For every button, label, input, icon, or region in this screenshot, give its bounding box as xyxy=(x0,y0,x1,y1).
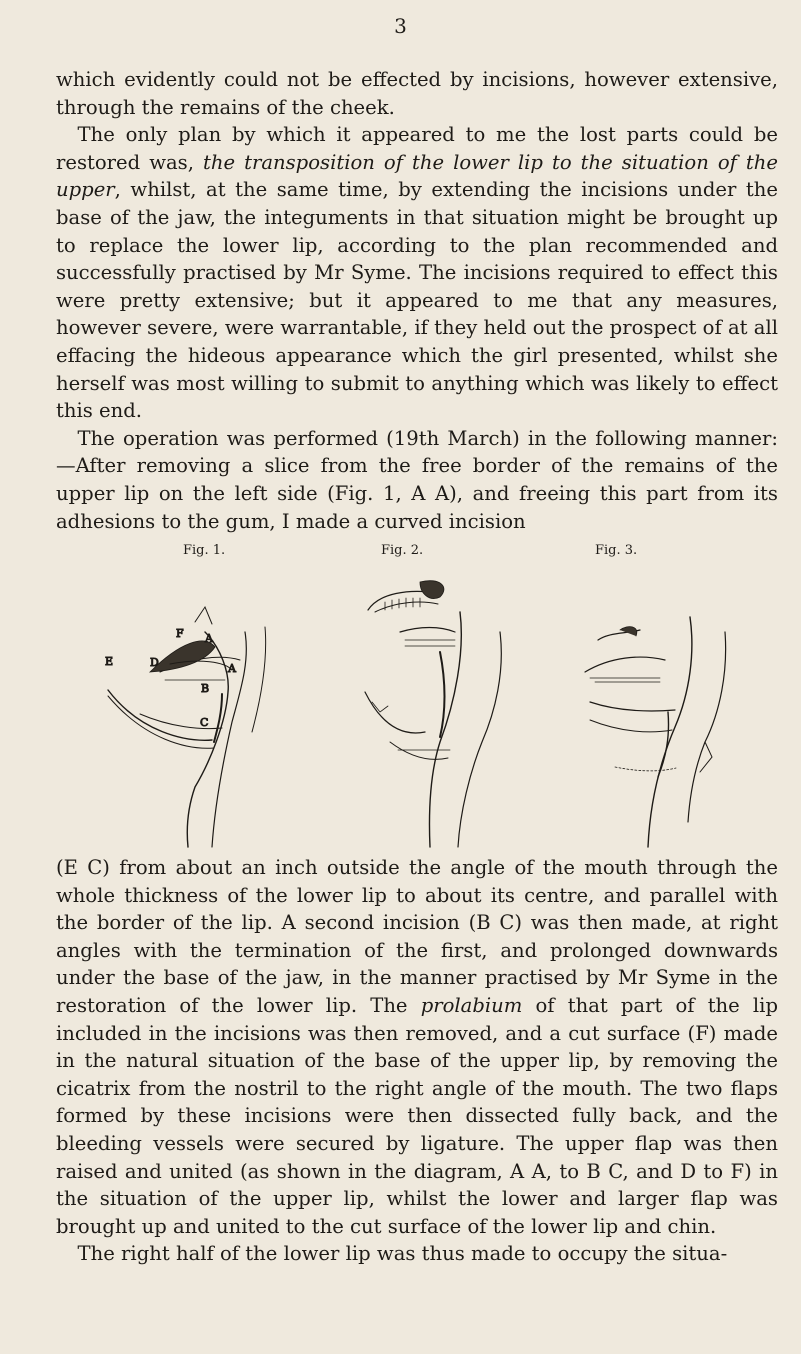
emphasis-prolabium: prolabium xyxy=(420,993,523,1017)
text-block-after-figures xyxy=(56,854,778,1268)
fig-1-letter-e: E xyxy=(105,655,114,668)
fig-1-label: Fig. 1. xyxy=(183,543,226,558)
paragraph-incisions xyxy=(56,854,778,1240)
fig-1-letter-a-lower: A xyxy=(228,662,236,675)
fig-3-label: Fig. 3. xyxy=(595,543,638,558)
fig-2-diagram xyxy=(365,581,501,847)
figures-illustration xyxy=(0,562,801,852)
fig-3-diagram xyxy=(585,617,726,847)
paragraph-operation: The operation was performed (19th March) in the following manner:—After removing a slice from the free border of the remains of the upper lip on the left side (Fig. 1, A A), and freeing this part from its adhesions to the gum, I made a curved incision xyxy=(56,426,778,533)
paragraph-plan-part: , whilst, at the same time, by extending the incisions under the base of the jaw, the integuments in that situation might be brought up to replace the lower lip, according to the plan recommended and successfully practised by Mr Syme. The incisions required to effect this were pretty extensive; but it appeared to me that any measures, however severe, were warrantable, if they held out the prospect of at all effacing the hideous appearance which the girl presented, whilst she herself was most willing to submit to anything which was likely to effect this end. xyxy=(56,178,778,423)
fig-1-letter-d: D xyxy=(150,656,159,669)
paragraph-right-half: The right half of the lower lip was thus made to occupy the situa- xyxy=(77,1242,728,1266)
fig-2-label: Fig. 2. xyxy=(381,543,424,558)
fig-1-letter-f: F xyxy=(176,627,184,640)
text-block-before-figures xyxy=(56,66,778,535)
paragraph-plan-part: The only plan by which it appeared to me the lost parts could be restored was, xyxy=(56,123,778,174)
page-number: 3 xyxy=(394,14,407,38)
paragraph-continuation: which evidently could not be effected by incisions, however extensive, through the remains of the cheek. xyxy=(56,68,778,119)
fig-1-letter-c: C xyxy=(200,716,209,729)
paragraph-incisions-part: of that part of the lip included in the incisions was then removed, and a cut surface (F) made in the natural situation of the base of the upper lip, by removing the cicatrix from the nostril to the right angle of the mouth. The two flaps formed by these incisions were then dissected fully back, and the bleeding vessels were secured by ligature. The upper flap was then raised and united (as shown in the diagram, A A, to B C, and D to F) in the situation of the upper lip, whilst the lower and larger flap was brought up and united to the cut surface of the lower lip and chin. xyxy=(56,993,778,1238)
paragraph-incisions-part: (E C) from about an inch outside the angle of the mouth through the whole thickness of the lower lip to about its centre, and parallel with the border of the lip. A second incision (B C) was then made, at right angles with the termination of the first, and prolonged downwards under the base of the jaw, in the manner practised by Mr Syme in the restoration of the lower lip. The xyxy=(56,856,778,1017)
figures-area xyxy=(0,562,801,852)
fig-1-letter-b: B xyxy=(201,682,210,695)
fig-1-diagram xyxy=(105,607,266,847)
paragraph-plan xyxy=(56,121,778,425)
fig-1-letter-a-upper: A xyxy=(205,632,213,645)
emphasis-transposition: the transposition of the lower lip to the situation of the upper xyxy=(56,150,778,202)
